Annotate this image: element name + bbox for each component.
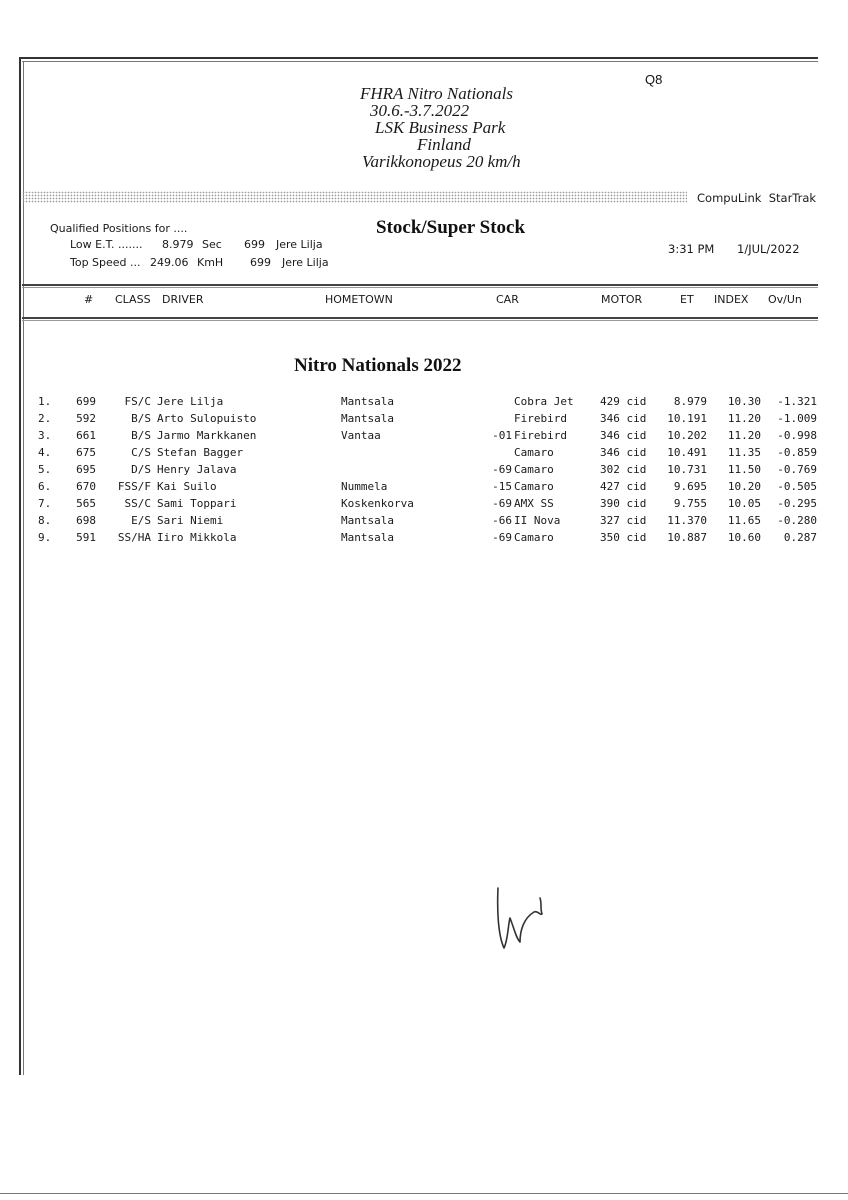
top-speed-unit: KmH [197,256,224,269]
cell-driver: Iiro Mikkola [157,531,237,544]
cell-motor: 346 cid [600,446,647,459]
column-header-driver: DRIVER [162,293,204,306]
cell-class: C/S [131,446,151,459]
event-dates: 30.6.-3.7.2022 [370,101,470,120]
frame-top-rule [20,57,818,59]
cell-year: -01 [492,429,512,442]
result-row [0,429,848,446]
cell-et: 8.979 [673,395,707,408]
cell-car: Camaro [514,446,554,459]
cell-driver: Sari Niemi [157,514,224,527]
column-header-et: ET [680,293,694,306]
cell-car: Cobra Jet [514,395,574,408]
cell-index: 10.60 [727,531,761,544]
cell-motor: 390 cid [600,497,647,510]
cell-pos: 3. [38,429,52,442]
cell-et: 10.191 [667,412,707,425]
cell-et: 10.731 [667,463,707,476]
cell-ovun: -0.505 [777,480,817,493]
cell-car: II Nova [514,514,561,527]
low-et-number: 699 [244,238,265,251]
cell-driver: Henry Jalava [157,463,237,476]
cell-car: Firebird [514,412,567,425]
report-time: 3:31 PM [668,242,715,256]
signature [480,870,560,960]
cell-index: 11.20 [727,412,761,425]
cell-motor: 327 cid [600,514,647,527]
cell-ovun: -0.859 [777,446,817,459]
cell-et: 10.202 [667,429,707,442]
cell-pos: 2. [38,412,52,425]
cell-driver: Jere Lilja [157,395,224,408]
result-row [0,412,848,429]
cell-year: -66 [492,514,512,527]
cell-hometown: Mantsala [341,531,394,544]
cell-pos: 9. [38,531,52,544]
cell-pos: 1. [38,395,52,408]
dotted-separator [22,191,687,203]
cell-et: 10.887 [667,531,707,544]
class-title: Stock/Super Stock [376,217,526,238]
cell-class: D/S [131,463,151,476]
top-speed-label: Top Speed ... [70,256,141,269]
result-row [0,514,848,531]
cell-class: SS/C [124,497,151,510]
cell-motor: 427 cid [600,480,647,493]
cell-index: 11.35 [727,446,761,459]
low-et-driver: Jere Lilja [276,238,323,251]
cell-pos: 7. [38,497,52,510]
cell-pos: 6. [38,480,52,493]
footer-rule [0,1193,848,1194]
cell-index: 11.50 [727,463,761,476]
cell-driver: Kai Suilo [157,480,217,493]
top-speed-value: 249.06 [150,256,189,269]
cell-index: 10.20 [727,480,761,493]
cell-hometown: Mantsala [341,395,394,408]
country: Finland [417,135,471,154]
cell-class: FS/C [124,395,151,408]
low-et-label: Low E.T. ....... [70,238,143,251]
cell-class: B/S [131,412,151,425]
section-title: Nitro Nationals 2022 [294,355,462,376]
venue: LSK Business Park [375,118,506,137]
cell-motor: 346 cid [600,429,647,442]
cell-hometown: Nummela [341,480,388,493]
column-header-ovun: Ov/Un [768,293,802,306]
cell-driver: Arto Sulopuisto [157,412,257,425]
cell-ovun: -1.009 [777,412,817,425]
cell-driver: Stefan Bagger [157,446,244,459]
frame-left-rule-inner [23,61,24,1075]
cell-ovun: -0.295 [777,497,817,510]
result-row [0,395,848,412]
cell-ovun: -0.998 [777,429,817,442]
cell-et: 10.491 [667,446,707,459]
cell-num: 695 [76,463,96,476]
cell-ovun: -0.280 [777,514,817,527]
cell-car: Camaro [514,463,554,476]
report-date: 1/JUL/2022 [737,242,800,256]
cell-num: 670 [76,480,96,493]
software-label: CompuLink StarTrak [697,191,817,205]
page-code: Q8 [645,72,663,87]
pit-speed: Varikkonopeus 20 km/h [362,152,521,171]
cell-num: 675 [76,446,96,459]
cell-et: 9.755 [673,497,707,510]
cell-pos: 4. [38,446,52,459]
cell-car: Camaro [514,531,554,544]
result-row [0,446,848,463]
cell-year: -15 [492,480,512,493]
low-et-value: 8.979 [162,238,194,251]
cell-hometown: Mantsala [341,412,394,425]
cell-num: 698 [76,514,96,527]
cell-year: -69 [492,463,512,476]
result-row [0,531,848,548]
cell-num: 699 [76,395,96,408]
column-header-index: INDEX [714,293,749,306]
top-speed-driver: Jere Lilja [282,256,329,269]
cell-motor: 302 cid [600,463,647,476]
cell-hometown: Mantsala [341,514,394,527]
frame-left-rule [19,57,21,1075]
cell-car: Firebird [514,429,567,442]
event-title: FHRA Nitro Nationals [360,84,514,103]
header-rule-bottom [22,317,818,319]
column-header-hometown: HOMETOWN [325,293,393,306]
cell-hometown: Vantaa [341,429,381,442]
top-speed-number: 699 [250,256,271,269]
column-header-class: CLASS [115,293,151,306]
column-header-motor: MOTOR [601,293,643,306]
cell-year: -69 [492,531,512,544]
column-header-car: CAR [496,293,519,306]
cell-index: 11.65 [727,514,761,527]
cell-pos: 8. [38,514,52,527]
cell-motor: 350 cid [600,531,647,544]
cell-class: SS/HA [117,531,151,544]
cell-year: -69 [492,497,512,510]
cell-num: 592 [76,412,96,425]
cell-car: Camaro [514,480,554,493]
cell-motor: 429 cid [600,395,647,408]
cell-num: 591 [76,531,96,544]
low-et-unit: Sec [202,238,222,251]
cell-num: 661 [76,429,96,442]
cell-ovun: -1.321 [777,395,817,408]
result-row [0,497,848,514]
cell-driver: Jarmo Markkanen [157,429,257,442]
cell-num: 565 [76,497,96,510]
result-row [0,463,848,480]
header-rule-bottom-2 [22,320,818,321]
cell-class: FSS/F [117,480,151,493]
cell-driver: Sami Toppari [157,497,237,510]
column-header-num: # [84,293,94,306]
cell-index: 10.30 [727,395,761,408]
cell-car: AMX SS [514,497,554,510]
cell-motor: 346 cid [600,412,647,425]
qualified-label: Qualified Positions for .... [50,222,188,235]
result-row [0,480,848,497]
cell-et: 11.370 [667,514,707,527]
header-rule-top-2 [22,287,818,288]
cell-ovun: 0.287 [783,531,817,544]
frame-top-rule-inner [22,61,818,62]
cell-index: 11.20 [727,429,761,442]
cell-class: B/S [131,429,151,442]
cell-hometown: Koskenkorva [341,497,414,510]
cell-et: 9.695 [673,480,707,493]
cell-ovun: -0.769 [777,463,817,476]
header-rule-top [22,284,818,286]
cell-class: E/S [131,514,151,527]
cell-pos: 5. [38,463,52,476]
cell-index: 10.05 [727,497,761,510]
